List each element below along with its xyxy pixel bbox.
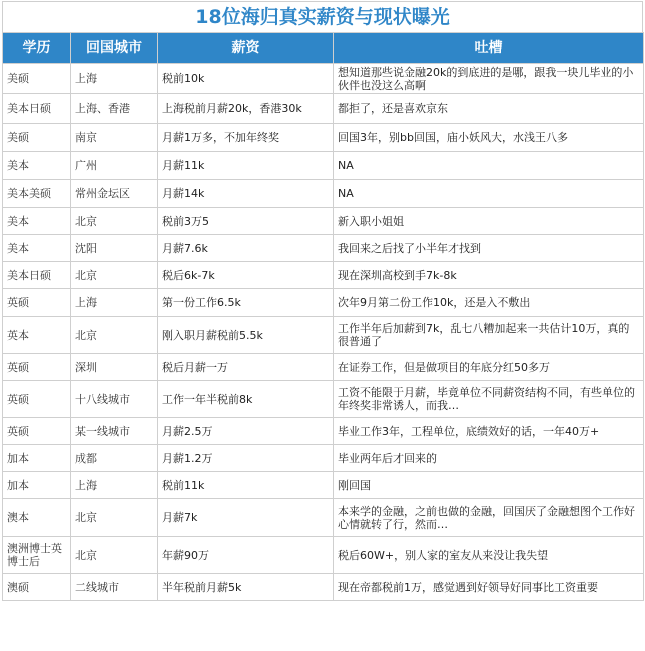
header-degree: 学历 [3, 33, 71, 64]
row-degree: 加本 [3, 472, 71, 499]
row-salary: 刚入职月薪税前5.5k [158, 317, 334, 354]
row-comment: 新入职小姐姐 [334, 208, 644, 235]
table-row [3, 574, 644, 601]
row-city: 北京 [71, 537, 158, 574]
row-comment: 次年9月第二份工作10k，还是入不敷出 [334, 289, 644, 317]
row-degree: 美本日硕 [3, 94, 71, 124]
row-degree: 美本 [3, 208, 71, 235]
row-comment: 在证券工作，但是做项目的年底分红50多万 [334, 354, 644, 381]
row-city: 十八线城市 [71, 381, 158, 418]
row-salary: 上海税前月薪20k，香港30k [158, 94, 334, 124]
row-comment: 工作半年后加薪到7k，乱七八糟加起来一共估计10万，真的很普通了 [334, 317, 644, 354]
table-row [3, 418, 644, 445]
table-row [3, 381, 644, 418]
row-comment: 现在帝都税前1万，感觉遇到好领导好同事比工资重要 [334, 574, 644, 601]
salary-table [2, 32, 644, 601]
row-comment: 工资不能限于月薪，毕竟单位不同薪资结构不同，有些单位的年终奖非常诱人，而我… [334, 381, 644, 418]
row-comment: 毕业两年后才回来的 [334, 445, 644, 472]
row-salary: 税前3万5 [158, 208, 334, 235]
row-degree: 英硕 [3, 381, 71, 418]
header-salary: 薪资 [158, 33, 334, 64]
header-comment: 吐槽 [334, 33, 644, 64]
table-row [3, 317, 644, 354]
row-salary: 月薪14k [158, 180, 334, 208]
row-comment: 我回来之后找了小半年才找到 [334, 235, 644, 262]
row-degree: 澳洲博士英博士后 [3, 537, 71, 574]
row-city: 沈阳 [71, 235, 158, 262]
row-salary: 月薪7.6k [158, 235, 334, 262]
row-degree: 美本日硕 [3, 262, 71, 289]
table-row [3, 499, 644, 537]
row-degree: 英硕 [3, 289, 71, 317]
header-city: 回国城市 [71, 33, 158, 64]
row-degree: 澳本 [3, 499, 71, 537]
row-salary: 月薪1.2万 [158, 445, 334, 472]
row-salary: 工作一年半税前8k [158, 381, 334, 418]
row-comment: 都拒了，还是喜欢京东 [334, 94, 644, 124]
row-city: 深圳 [71, 354, 158, 381]
row-city: 上海 [71, 64, 158, 94]
table-row [3, 152, 644, 180]
table-body [3, 64, 644, 601]
row-city: 北京 [71, 317, 158, 354]
row-degree: 英硕 [3, 354, 71, 381]
row-salary: 税前11k [158, 472, 334, 499]
row-city: 常州金坛区 [71, 180, 158, 208]
salary-report [2, 1, 643, 649]
row-comment: 现在深圳高校到手7k-8k [334, 262, 644, 289]
table-row [3, 208, 644, 235]
row-degree: 美硕 [3, 124, 71, 152]
row-city: 某一线城市 [71, 418, 158, 445]
row-city: 上海 [71, 289, 158, 317]
row-city: 成都 [71, 445, 158, 472]
table-row [3, 64, 644, 94]
row-salary: 年薪90万 [158, 537, 334, 574]
row-comment: 本来学的金融，之前也做的金融，回国厌了金融想图个工作好心情就转了行，然而… [334, 499, 644, 537]
page-title: 18位海归真实薪资与现状曝光 [2, 1, 643, 32]
row-salary: 税后6k-7k [158, 262, 334, 289]
row-city: 南京 [71, 124, 158, 152]
row-comment: 毕业工作3年，工程单位，底绩效好的话，一年40万+ [334, 418, 644, 445]
row-degree: 英本 [3, 317, 71, 354]
row-city: 上海 [71, 472, 158, 499]
row-comment: 税后60W+，别人家的室友从来没让我失望 [334, 537, 644, 574]
row-degree: 美本美硕 [3, 180, 71, 208]
table-row [3, 124, 644, 152]
row-salary: 月薪2.5万 [158, 418, 334, 445]
row-degree: 美硕 [3, 64, 71, 94]
row-salary: 月薪11k [158, 152, 334, 180]
row-city: 北京 [71, 208, 158, 235]
row-city: 北京 [71, 499, 158, 537]
row-comment: 想知道那些说金融20k的到底进的是哪，跟我一块儿毕业的小伙伴也没这么高啊 [334, 64, 644, 94]
table-row [3, 180, 644, 208]
table-row [3, 94, 644, 124]
row-salary: 税前10k [158, 64, 334, 94]
row-comment: NA [334, 152, 644, 180]
row-degree: 美本 [3, 152, 71, 180]
table-row [3, 445, 644, 472]
table-row [3, 472, 644, 499]
table-row [3, 354, 644, 381]
table-row [3, 262, 644, 289]
table-row [3, 289, 644, 317]
row-degree: 美本 [3, 235, 71, 262]
row-salary: 月薪1万多，不加年终奖 [158, 124, 334, 152]
row-degree: 加本 [3, 445, 71, 472]
table-header-row [3, 33, 644, 64]
table-row [3, 537, 644, 574]
row-salary: 税后月薪一万 [158, 354, 334, 381]
row-city: 北京 [71, 262, 158, 289]
row-salary: 月薪7k [158, 499, 334, 537]
row-city: 广州 [71, 152, 158, 180]
row-salary: 第一份工作6.5k [158, 289, 334, 317]
row-degree: 英硕 [3, 418, 71, 445]
row-city: 二线城市 [71, 574, 158, 601]
row-comment: 回国3年，别bb回国，庙小妖风大，水浅王八多 [334, 124, 644, 152]
row-comment: NA [334, 180, 644, 208]
row-degree: 澳硕 [3, 574, 71, 601]
row-comment: 刚回国 [334, 472, 644, 499]
row-salary: 半年税前月薪5k [158, 574, 334, 601]
table-row [3, 235, 644, 262]
row-city: 上海、香港 [71, 94, 158, 124]
